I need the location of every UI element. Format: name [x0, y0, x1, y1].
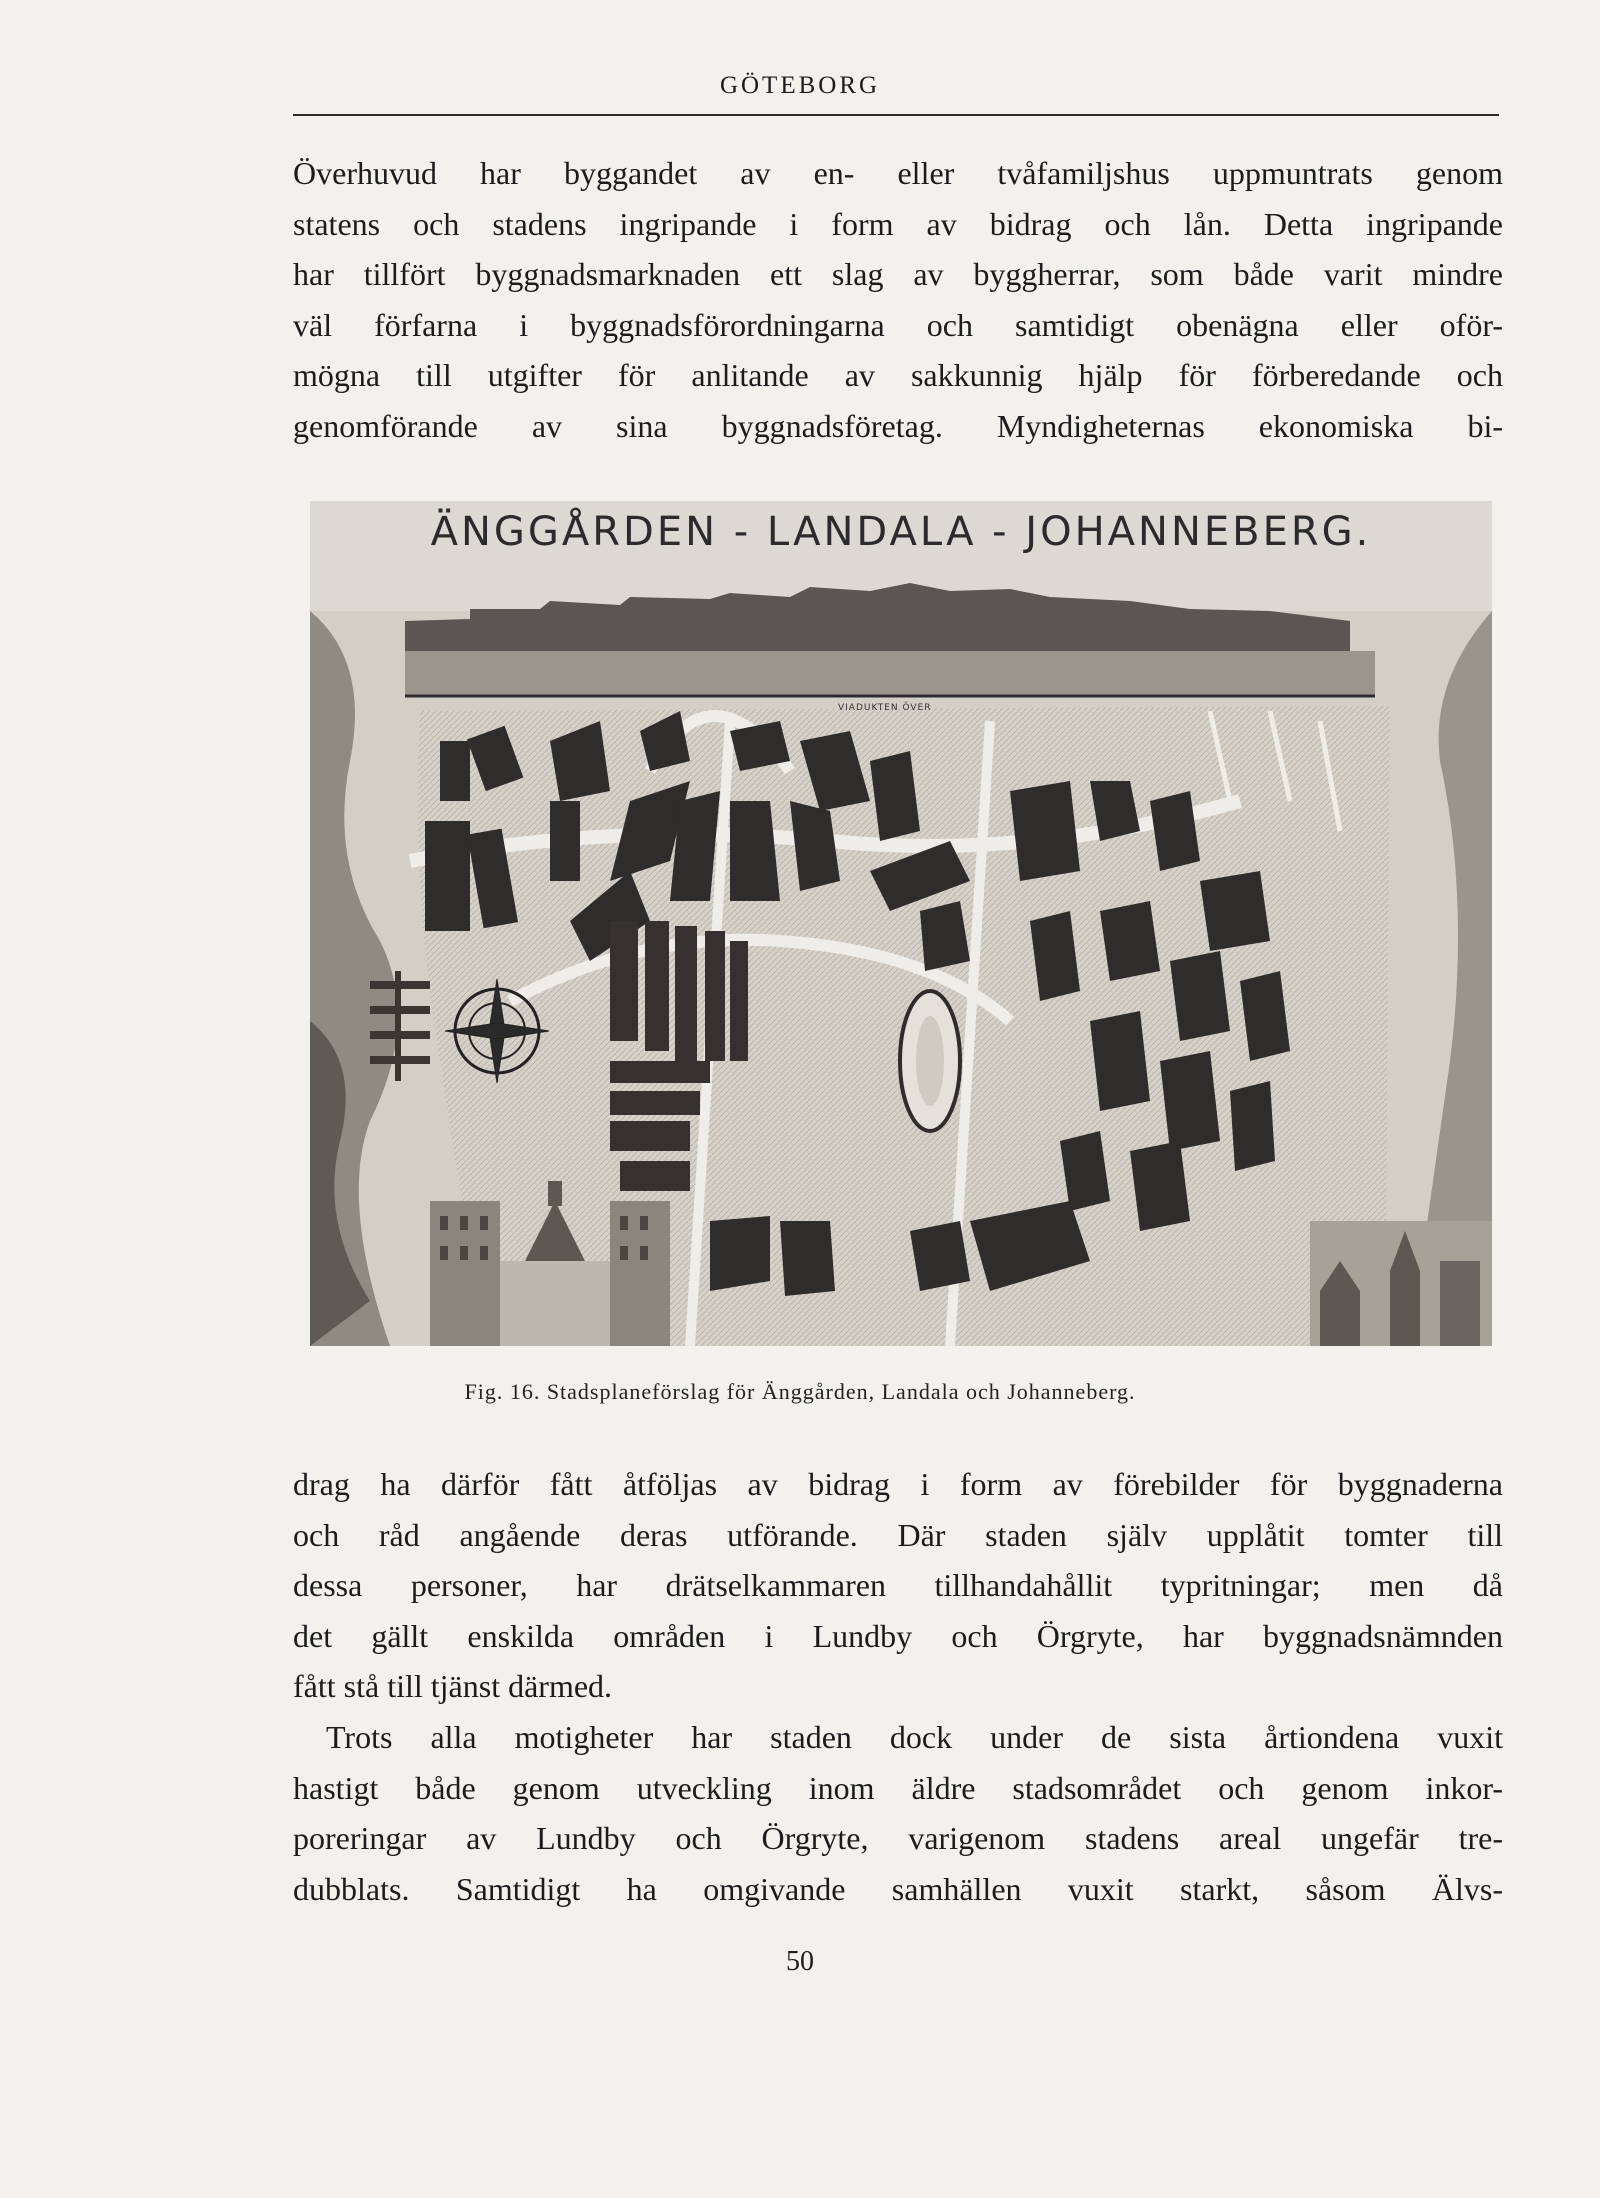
figure-caption: Fig. 16. Stadsplaneförslag för Änggården, Landala och Johanneberg. — [464, 1379, 1136, 1404]
map-title: ÄNGGÅRDEN - LANDALA - JOHANNEBERG. — [430, 509, 1372, 555]
text-line: mögna till utgifter för anlitande av sakkunnig hjälp för förberedande och — [293, 357, 1503, 393]
paragraph-2 — [293, 1459, 1503, 1712]
paragraph-1 — [293, 148, 1503, 451]
text-line: det gällt enskilda områden i Lundby och Örgryte, har byggnadsnämnden — [293, 1617, 1503, 1654]
text-line: drag ha därför fått åtföljas av bidrag i form av förebilder för byggnaderna — [293, 1466, 1503, 1502]
text-line: väl förfarna i byggnadsförordningarna och samtidigt obenägna eller oför- — [293, 306, 1503, 343]
text-line: statens och stadens ingripande i form av bidrag och lån. Detta ingripande — [293, 205, 1503, 242]
text-line: genomförande av sina byggnadsföretag. Myndigheternas ekonomiska bi- — [293, 407, 1503, 444]
text-line: dubblats. Samtidigt ha omgivande samhällen vuxit starkt, såsom Älvs- — [293, 1870, 1503, 1907]
paragraph-3 — [293, 1712, 1503, 1914]
header-rule — [293, 114, 1499, 116]
city-plan-illustration — [310, 501, 1492, 1346]
text-line: Trots alla motigheter har staden dock under de sista årtiondena vuxit — [326, 1719, 1503, 1755]
text-line: och råd angående deras utförande. Där staden själv upplåtit tomter till — [293, 1516, 1503, 1553]
text-line: har tillfört byggnadsmarknaden ett slag av byggherrar, som både varit mindre — [293, 256, 1503, 292]
text-line: hastigt både genom utveckling inom äldre stadsområdet och genom inkor- — [293, 1769, 1503, 1806]
page-number: 50 — [786, 1946, 814, 1977]
text-line: dessa personer, har drätselkammaren tillhandahållit typritningar; men då — [293, 1567, 1503, 1603]
map-street-label: VIADUKTEN ÖVER — [838, 703, 932, 713]
text-line: poreringar av Lundby och Örgryte, varigenom stadens areal ungefär tre- — [293, 1820, 1503, 1856]
city-plan-figure — [310, 501, 1492, 1346]
text-line: Överhuvud har byggandet av en- eller tvåfamiljshus uppmuntrats genom — [293, 155, 1503, 191]
running-title: GÖTEBORG — [719, 72, 881, 99]
text-line: fått stå till tjänst därmed. — [293, 1668, 613, 1704]
